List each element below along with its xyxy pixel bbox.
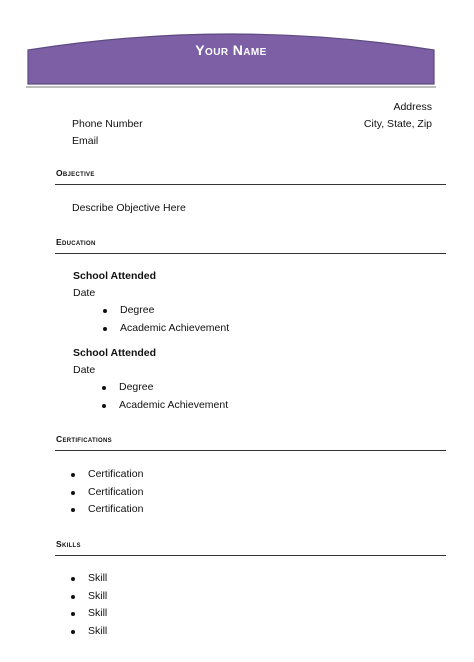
banner-underline [26,86,436,88]
objective-rule [55,184,446,185]
skills-rule [55,555,446,556]
list-item: Degree [102,379,228,397]
education-rule [55,253,446,254]
list-item: Skill [71,588,107,606]
list-item: Academic Achievement [103,320,229,338]
school-name: School Attended [73,347,157,359]
objective-text: Describe Objective Here [72,202,186,214]
address: Address [393,101,432,113]
list-item: Degree [103,302,229,320]
school-date: Date [73,364,96,376]
list-item: Certification [71,501,143,519]
list-item: Academic Achievement [102,397,228,415]
list-item: Skill [71,605,107,623]
skills-list [71,570,107,640]
candidate-name: Your Name [195,42,267,58]
skills-heading: Skills [56,539,81,549]
objective-heading: Objective [56,168,95,178]
list-item: Certification [71,484,143,502]
contact-address-block [364,99,432,133]
email: Email [72,135,99,147]
school-date: Date [73,287,96,299]
list-item: Skill [71,623,107,641]
school-name: School Attended [73,270,157,282]
name-banner [26,28,436,86]
education-heading: Education [56,237,96,247]
list-item: Certification [71,466,143,484]
education-details-list [103,302,229,337]
contact-info-block [72,116,143,150]
certifications-heading: Certifications [56,434,112,444]
education-details-list [102,379,228,414]
phone-number: Phone Number [72,118,143,130]
certifications-list [71,466,143,519]
city-state-zip: City, State, Zip [363,118,432,130]
certifications-rule [55,450,446,451]
list-item: Skill [71,570,107,588]
